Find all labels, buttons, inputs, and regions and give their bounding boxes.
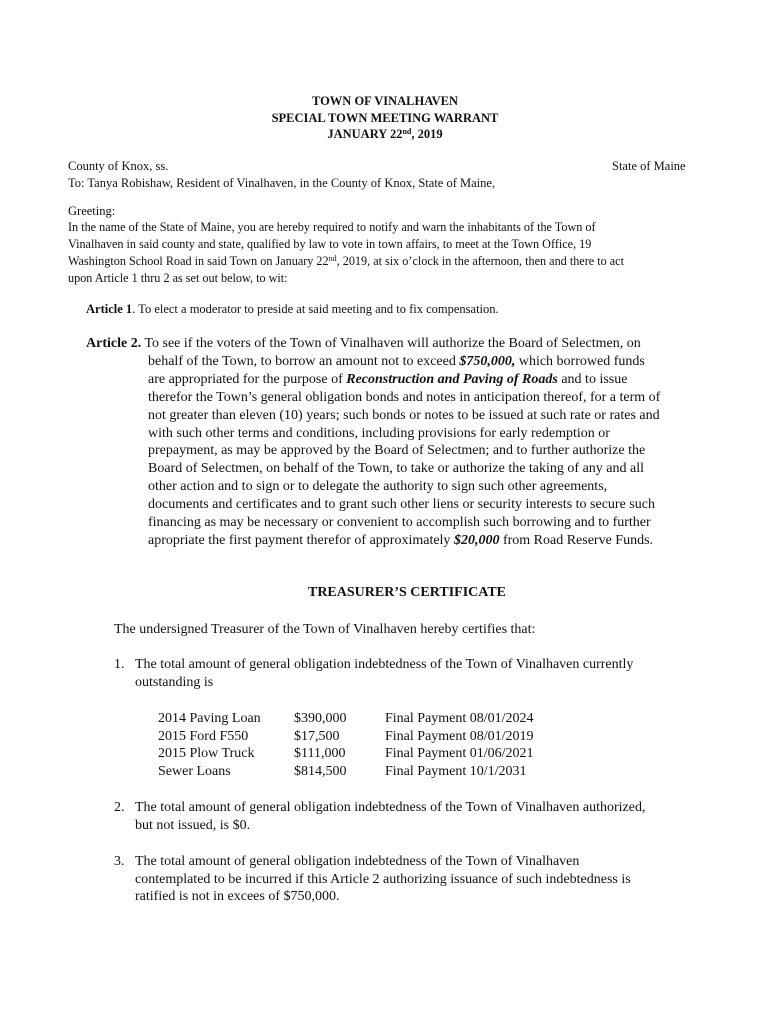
debt-amount: $111,000 xyxy=(294,746,346,761)
article-2-line-7: prepayment, as may be approved by the Board of Selectmen; and to further authorize the xyxy=(148,443,646,459)
article-1-text: . To elect a moderator to preside at said meeting and to fix compensation. xyxy=(132,302,499,316)
table-row xyxy=(158,745,534,763)
article-1-label: Article 1 xyxy=(86,302,133,316)
document-title xyxy=(0,93,770,143)
article-2-line-8: Board of Selectmen, on behalf of the Town, to take or authorize the taking of any and all xyxy=(148,461,644,477)
title-date-sup: nd xyxy=(402,127,412,136)
intro-line-3-post: , 2019, at six o’clock in the afternoon, then and there to act xyxy=(336,254,624,268)
title-warrant: SPECIAL TOWN MEETING WARRANT xyxy=(271,110,499,125)
item-line: outstanding is xyxy=(135,674,214,690)
article-2-line-12-pre: apropriate the first payment therefor of approximately xyxy=(148,532,454,548)
article-2-borrow-amount: $750,000, xyxy=(459,353,516,369)
article-2-line-2-pre: behalf of the Town, to borrow an amount not to exceed xyxy=(148,353,460,369)
article-2-line-12-post: from Road Reserve Funds. xyxy=(499,532,654,548)
intro-paragraph xyxy=(68,219,708,287)
item-line: The total amount of general obligation indebtedness of the Town of Vinalhaven xyxy=(135,854,580,869)
title-date-suffix: , 2019 xyxy=(411,127,443,141)
item-number: 3. xyxy=(114,854,125,869)
article-2-line-1 xyxy=(86,335,660,353)
debt-name: 2014 Paving Loan xyxy=(158,711,261,726)
article-2-line-11: financing as may be necessary or convenient to accomplish such borrowing and to further xyxy=(148,515,651,531)
article-2-line-6: with such other terms and conditions, including provisions for early redemption or xyxy=(148,425,610,441)
article-2-line-10: documents and certificates and to grant such other liens or security interests to secure such xyxy=(148,497,655,513)
article-2-line-3 xyxy=(86,371,660,389)
intro-line-1: In the name of the State of Maine, you are hereby required to notify and warn the inhabitants of the Town of xyxy=(68,220,596,234)
article-2-line-5: not greater than eleven (10) years; such bonds or notes to be issued at such rate or rates and xyxy=(148,407,660,423)
debt-name: 2015 Plow Truck xyxy=(158,746,255,761)
debt-amount: $390,000 xyxy=(294,711,347,726)
debt-final-payment: Final Payment 08/01/2024 xyxy=(385,711,534,726)
debt-final-payment: Final Payment 08/01/2019 xyxy=(385,728,534,744)
item-line: The total amount of general obligation indebtedness of the Town of Vinalhaven authorized, xyxy=(135,800,646,815)
debt-final-payment: Final Payment 10/1/2031 xyxy=(385,763,527,779)
county-line: County of Knox, ss. xyxy=(68,159,169,173)
intro-line-4: upon Article 1 thru 2 as set out below, to wit: xyxy=(68,271,288,285)
article-1 xyxy=(86,301,499,318)
article-2-line-3-pre: are appropriated for the purpose of xyxy=(148,371,347,387)
article-2-purpose: Reconstruction and Paving of Roads xyxy=(346,371,558,387)
item-line: but not issued, is $0. xyxy=(135,817,251,833)
article-2-line-3-post: and to issue xyxy=(557,371,628,387)
article-2-payment-amount: $20,000 xyxy=(453,532,500,548)
item-body xyxy=(135,799,645,834)
table-row xyxy=(158,710,534,728)
debt-final-payment: Final Payment 01/06/2021 xyxy=(385,746,534,761)
debt-name: 2015 Ford F550 xyxy=(158,728,249,744)
table-row xyxy=(158,763,534,781)
item-line: ratified is not in excees of $750,000. xyxy=(135,889,340,904)
treasurer-heading: TREASURER’S CERTIFICATE xyxy=(307,585,506,600)
title-date-prefix: JANUARY 22 xyxy=(327,127,403,141)
title-date xyxy=(0,126,770,143)
debt-amount: $814,500 xyxy=(294,763,347,779)
article-2-line-9: other action and to sign or to delegate the authority to sign such other agreements, xyxy=(148,479,608,495)
item-number: 2. xyxy=(114,800,125,815)
intro-line-3-sup: nd xyxy=(328,254,337,263)
item-line: The total amount of general obligation indebtedness of the Town of Vinalhaven currently xyxy=(135,657,634,672)
debt-name: Sewer Loans xyxy=(158,763,231,779)
article-2-line-12 xyxy=(86,532,660,550)
greeting: Greeting: xyxy=(68,204,116,218)
item-line: contemplated to be incurred if this Article 2 authorizing issuance of such indebtedness is xyxy=(135,871,631,887)
intro-line-3-pre: Washington School Road in said Town on January 22 xyxy=(68,254,329,268)
state-line: State of Maine xyxy=(612,159,686,173)
debt-amount: $17,500 xyxy=(294,728,340,744)
item-body xyxy=(135,853,631,906)
addressee-line: To: Tanya Robishaw, Resident of Vinalhaven, in the County of Knox, State of Maine, xyxy=(68,176,496,190)
title-town: TOWN OF VINALHAVEN xyxy=(311,94,459,108)
article-2-line-4: therefor the Town’s general obligation bonds and notes in anticipation thereof, for a term of xyxy=(148,389,661,405)
article-2-line-2-post: which borrowed funds xyxy=(515,353,645,369)
table-row xyxy=(158,728,534,746)
article-2-label: Article 2. xyxy=(86,336,142,351)
intro-line-3 xyxy=(68,253,708,270)
intro-line-2: Vinalhaven in said county and state, qualified by law to vote in town affairs, to meet at the Town Office, 19 xyxy=(68,237,592,251)
article-2-line-1-text: To see if the voters of the Town of Vinalhaven will authorize the Board of Selectmen, on xyxy=(141,336,641,351)
treasurer-intro: The undersigned Treasurer of the Town of Vinalhaven hereby certifies that: xyxy=(114,622,536,637)
article-2 xyxy=(86,335,660,550)
item-number: 1. xyxy=(114,657,125,672)
article-2-line-2 xyxy=(86,353,660,371)
item-body xyxy=(135,656,633,691)
outstanding-debt-table xyxy=(158,710,534,780)
